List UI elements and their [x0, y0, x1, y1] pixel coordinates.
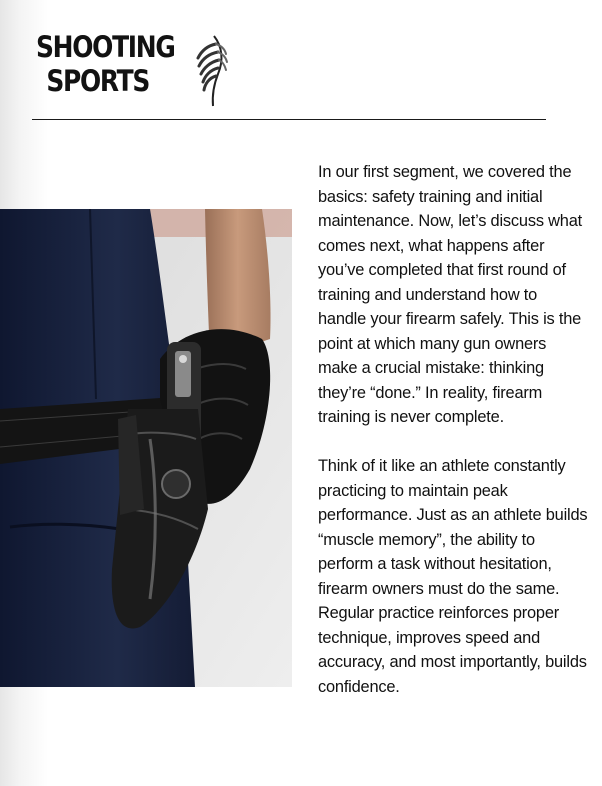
header-divider — [32, 119, 546, 120]
logo — [36, 30, 206, 110]
logo-wordmark — [36, 30, 175, 98]
article-paragraph: Think of it like an athlete constantly practicing to maintain peak performance. Just as an athlete builds “muscle memory”, the ability to perform a task without hesitation, firearm owners must do the same. Regular practice reinforces proper technique, improves speed and accuracy, and most importantly, builds confidence. — [318, 457, 588, 696]
holstered-pistol-icon — [0, 209, 292, 687]
article-photo — [0, 209, 292, 687]
feather-arrow-icon — [192, 34, 230, 108]
article-paragraph: In our first segment, we covered the basics: safety training and initial maintenance. Now, let’s discuss what comes next, what happens after you’ve completed that first round of training and understand how to handle your firearm safely. This is the point at which many gun owners make a crucial mistake: thinking they’re “done.” In reality, firearm training is never complete. — [318, 163, 582, 426]
article-body — [318, 160, 588, 724]
logo-line-1: SHOOTING — [36, 30, 175, 64]
logo-line-2: SPORTS — [46, 64, 150, 98]
